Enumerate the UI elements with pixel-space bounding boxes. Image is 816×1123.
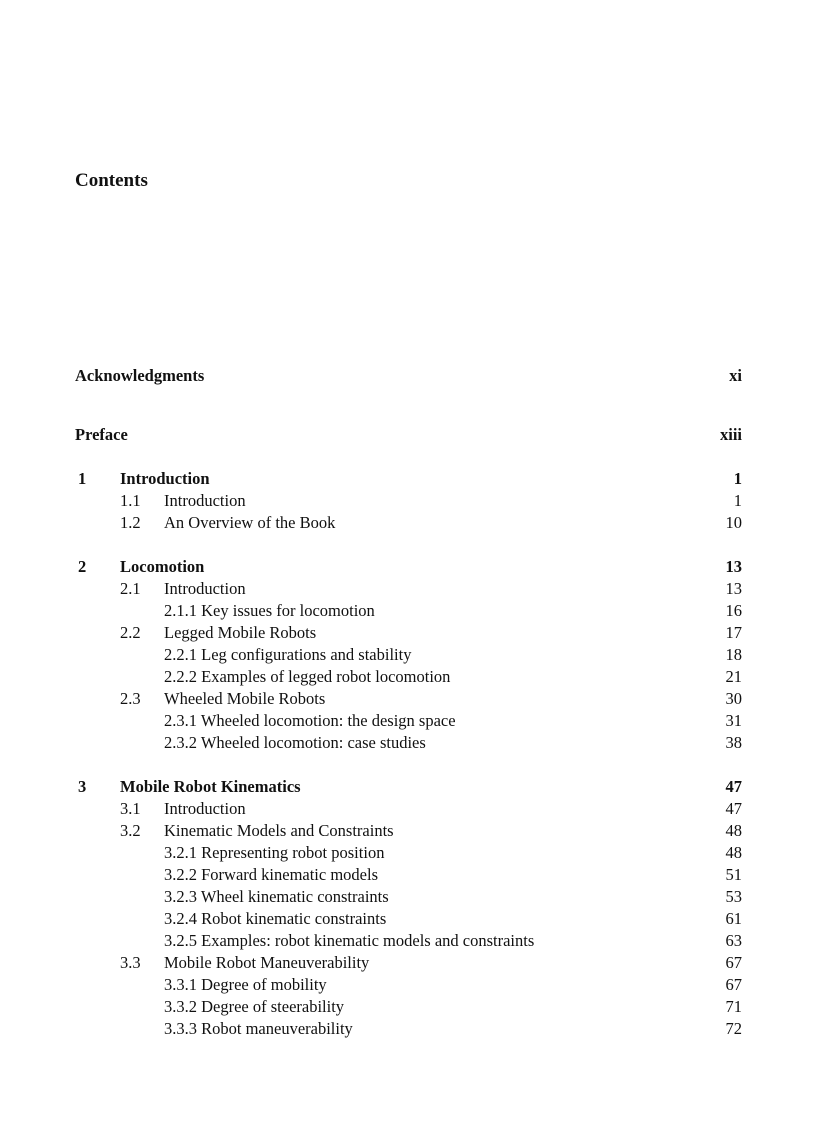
- subsection-page: 21: [725, 667, 742, 686]
- subsection-title: 3.3.1 Degree of mobility: [164, 975, 327, 994]
- section-number: 3.1: [120, 799, 141, 818]
- toc-subsection-2-2-2[interactable]: [75, 666, 742, 688]
- toc-section-1-2[interactable]: [75, 512, 742, 534]
- chapter-title: Locomotion: [120, 557, 205, 576]
- section-page: 13: [725, 579, 742, 598]
- section-title: An Overview of the Book: [164, 513, 336, 532]
- subsection-title: 3.2.1 Representing robot position: [164, 843, 385, 862]
- section-number: 2.2: [120, 623, 141, 642]
- section-page: 10: [725, 513, 742, 532]
- section-page: 30: [725, 689, 742, 708]
- chapter-page: 47: [725, 777, 742, 796]
- toc-entry-page: xi: [729, 366, 742, 385]
- section-page: 17: [725, 623, 742, 642]
- subsection-title: 3.3.2 Degree of steerability: [164, 997, 345, 1016]
- subsection-title: 2.3.2 Wheeled locomotion: case studies: [164, 733, 426, 752]
- section-title: Introduction: [164, 491, 246, 510]
- toc-section-2-2[interactable]: [75, 622, 742, 644]
- toc-subsection-3-2-2[interactable]: [75, 864, 742, 886]
- section-title: Legged Mobile Robots: [164, 623, 317, 642]
- toc-section-2-3[interactable]: [75, 688, 742, 710]
- subsection-page: 61: [725, 909, 742, 928]
- subsection-title: 3.2.2 Forward kinematic models: [164, 865, 379, 884]
- subsection-page: 31: [725, 711, 742, 730]
- subsection-title: 2.1.1 Key issues for locomotion: [164, 601, 375, 620]
- section-number: 2.1: [120, 579, 141, 598]
- section-number: 2.3: [120, 689, 141, 708]
- chapter-number: 2: [78, 557, 87, 576]
- toc-section-3-2[interactable]: [75, 820, 742, 842]
- section-title: Kinematic Models and Constraints: [164, 821, 394, 840]
- toc-subsection-3-3-3[interactable]: [75, 1018, 742, 1040]
- toc-subsection-2-3-1[interactable]: [75, 710, 742, 732]
- section-number: 3.2: [120, 821, 141, 840]
- section-title: Wheeled Mobile Robots: [164, 689, 326, 708]
- subsection-page: 67: [725, 975, 742, 994]
- toc-entry-page: xiii: [719, 425, 742, 444]
- subsection-title: 3.2.3 Wheel kinematic constraints: [164, 887, 389, 906]
- toc-chapter-1[interactable]: [75, 468, 742, 490]
- chapter-page: 13: [725, 557, 742, 576]
- section-title: Introduction: [164, 799, 246, 818]
- toc-subsection-3-3-1[interactable]: [75, 974, 742, 996]
- subsection-title: 3.3.3 Robot maneuverability: [164, 1019, 353, 1038]
- toc-section-3-3[interactable]: [75, 952, 742, 974]
- section-page: 1: [733, 491, 742, 510]
- section-title: Introduction: [164, 579, 246, 598]
- chapter-number: 3: [78, 777, 87, 796]
- subsection-page: 16: [725, 601, 742, 620]
- subsection-title: 3.2.5 Examples: robot kinematic models and constraints: [164, 931, 535, 950]
- subsection-page: 53: [725, 887, 742, 906]
- toc-chapter-2[interactable]: [75, 556, 742, 578]
- subsection-title: 2.2.1 Leg configurations and stability: [164, 645, 412, 664]
- subsection-title: 2.3.1 Wheeled locomotion: the design space: [164, 711, 456, 730]
- toc-section-2-1[interactable]: [75, 578, 742, 600]
- subsection-page: 51: [725, 865, 742, 884]
- toc-subsection-3-2-1[interactable]: [75, 842, 742, 864]
- section-number: 1.2: [120, 513, 141, 532]
- toc-subsection-3-2-3[interactable]: [75, 886, 742, 908]
- chapter-number: 1: [78, 469, 87, 488]
- toc-subsection-3-2-5[interactable]: [75, 930, 742, 952]
- toc-section-1-1[interactable]: [75, 490, 742, 512]
- toc-subsection-2-2-1[interactable]: [75, 644, 742, 666]
- section-page: 47: [725, 799, 742, 818]
- toc-entry-preface[interactable]: [75, 424, 742, 446]
- subsection-page: 72: [725, 1019, 742, 1038]
- toc-entry-acknowledgments[interactable]: [75, 365, 742, 387]
- section-page: 67: [725, 953, 742, 972]
- page-title: Contents: [75, 170, 148, 191]
- subsection-page: 48: [725, 843, 742, 862]
- section-number: 3.3: [120, 953, 141, 972]
- subsection-page: 38: [725, 733, 742, 752]
- toc-entry-title: Preface: [75, 425, 128, 444]
- section-page: 48: [725, 821, 742, 840]
- toc-subsection-2-3-2[interactable]: [75, 732, 742, 754]
- toc-chapter-3[interactable]: [75, 776, 742, 798]
- subsection-page: 63: [725, 931, 742, 950]
- toc-subsection-3-2-4[interactable]: [75, 908, 742, 930]
- section-number: 1.1: [120, 491, 141, 510]
- chapter-title: Introduction: [120, 469, 210, 488]
- table-of-contents: [75, 365, 742, 1040]
- toc-subsection-2-1-1[interactable]: [75, 600, 742, 622]
- subsection-page: 18: [725, 645, 742, 664]
- toc-section-3-1[interactable]: [75, 798, 742, 820]
- chapter-page: 1: [733, 469, 742, 488]
- subsection-title: 3.2.4 Robot kinematic constraints: [164, 909, 387, 928]
- chapter-title: Mobile Robot Kinematics: [120, 777, 301, 796]
- section-title: Mobile Robot Maneuverability: [164, 953, 370, 972]
- toc-entry-title: Acknowledgments: [75, 366, 205, 385]
- subsection-page: 71: [725, 997, 742, 1016]
- toc-subsection-3-3-2[interactable]: [75, 996, 742, 1018]
- subsection-title: 2.2.2 Examples of legged robot locomotion: [164, 667, 451, 686]
